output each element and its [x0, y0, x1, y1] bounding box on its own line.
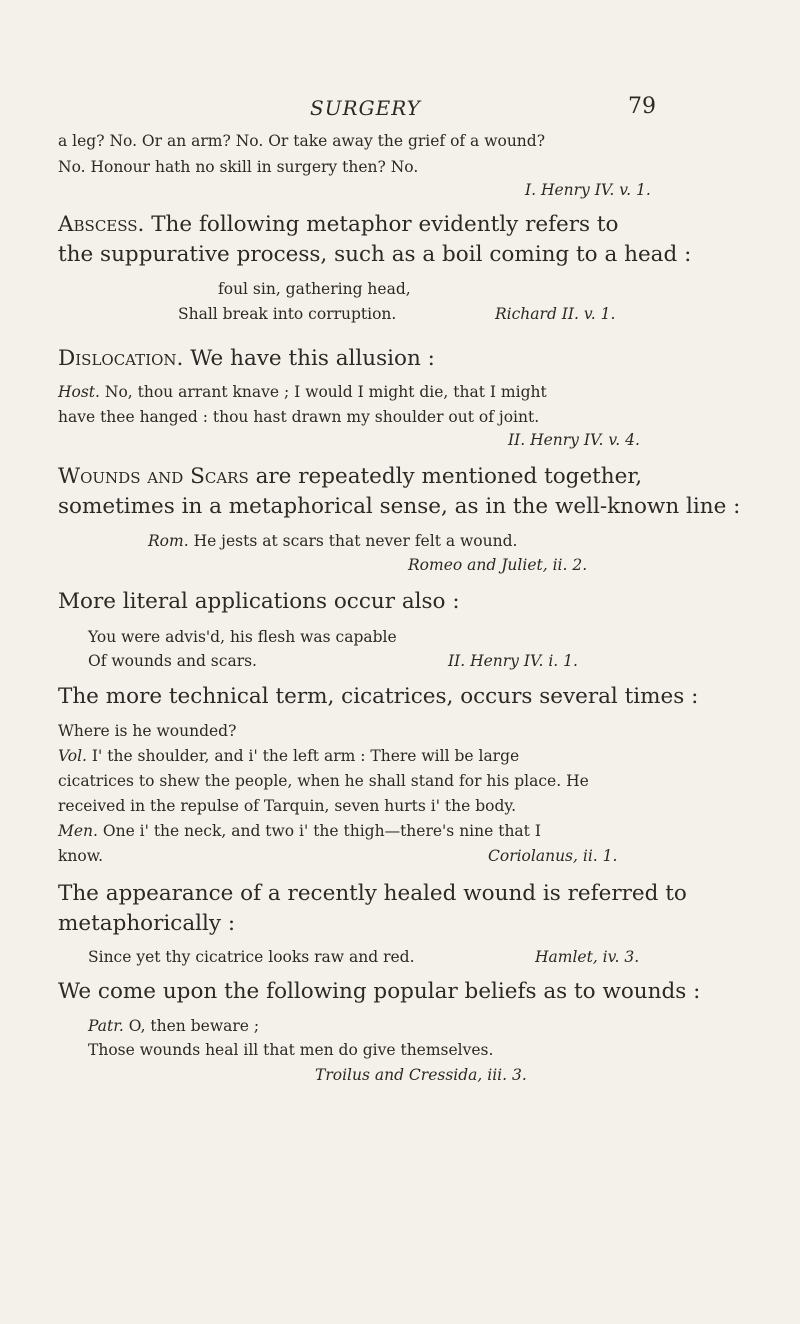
paragraph-text: are repeatedly mentioned together, [248, 464, 643, 489]
speaker: Host. [58, 383, 100, 401]
quote-line: Those wounds heal ill that men do give themselves. [88, 1041, 494, 1059]
speaker: Rom. [148, 532, 189, 550]
quote-line: foul sin, gathering head, [218, 280, 411, 298]
paragraph-text: The following metaphor evidently refers to [144, 212, 619, 237]
paragraph-line: the suppurative process, such as a boil coming to a head : [58, 242, 692, 267]
quote-line: received in the repulse of Tarquin, seven hurts i' the body. [58, 797, 517, 815]
section-term: Wounds and Scars [58, 464, 249, 489]
page-number: 79 [628, 94, 656, 119]
quote-text: Since yet thy cicatrice looks raw and red. [88, 948, 415, 966]
quote-line [88, 948, 415, 966]
quote-text: No, thou arrant knave ; I would I might die, that I might [99, 383, 547, 401]
citation: Richard II. v. 1. [495, 305, 616, 323]
paragraph-line: The more technical term, cicatrices, occurs several times : [58, 684, 699, 709]
quote-line: Where is he wounded? [58, 722, 237, 740]
quote-line: You were advis'd, his flesh was capable [88, 628, 397, 646]
quote-line [148, 532, 517, 550]
quote-text: He jests at scars that never felt a wound. [188, 532, 518, 550]
citation: II. Henry IV. i. 1. [448, 652, 578, 670]
section-term: Dislocation. [58, 346, 184, 371]
paragraph-line: metaphorically : [58, 911, 236, 936]
quote-text: I' the shoulder, and i' the left arm : There will be large [87, 747, 520, 765]
quote-text: One i' the neck, and two i' the thigh—there's nine that I [97, 822, 541, 840]
paragraph-line: sometimes in a metaphorical sense, as in the well-known line : [58, 494, 741, 519]
running-title: SURGERY [310, 96, 421, 120]
quote-line: know. [58, 847, 104, 865]
paragraph-text: We have this allusion : [183, 346, 435, 371]
paragraph-line: The appearance of a recently healed wound is referred to [58, 881, 687, 906]
paragraph-line [58, 212, 619, 237]
section-term: Abscess. [58, 212, 145, 237]
citation: Romeo and Juliet, ii. 2. [408, 556, 588, 574]
paragraph-line: More literal applications occur also : [58, 589, 460, 614]
quote-line: cicatrices to shew the people, when he shall stand for his place. He [58, 772, 589, 790]
quote-line [58, 383, 547, 401]
paragraph-line: We come upon the following popular beliefs as to wounds : [58, 979, 701, 1004]
citation: II. Henry IV. v. 4. [508, 431, 640, 449]
quote-line [58, 822, 541, 840]
quote-line: Shall break into corruption. [178, 305, 397, 323]
quote-line: No. Honour hath no skill in surgery then? No. [58, 158, 419, 176]
quote-line [58, 747, 519, 765]
paragraph-line [58, 346, 435, 371]
quote-line: a leg? No. Or an arm? No. Or take away the grief of a wound? [58, 132, 546, 150]
citation: Coriolanus, ii. 1. [488, 847, 618, 865]
paragraph-line [58, 464, 642, 489]
citation: Hamlet, iv. 3. [535, 948, 640, 966]
quote-text: O, then beware ; [123, 1017, 260, 1035]
quote-line: have thee hanged : thou hast drawn my shoulder out of joint. [58, 408, 540, 426]
quote-line: Of wounds and scars. [88, 652, 257, 670]
speaker: Patr. [88, 1017, 124, 1035]
citation: Troilus and Cressida, iii. 3. [315, 1066, 527, 1084]
speaker: Vol. [58, 747, 87, 765]
quote-line [88, 1017, 259, 1035]
speaker: Men. [58, 822, 98, 840]
citation: I. Henry IV. v. 1. [525, 181, 651, 199]
